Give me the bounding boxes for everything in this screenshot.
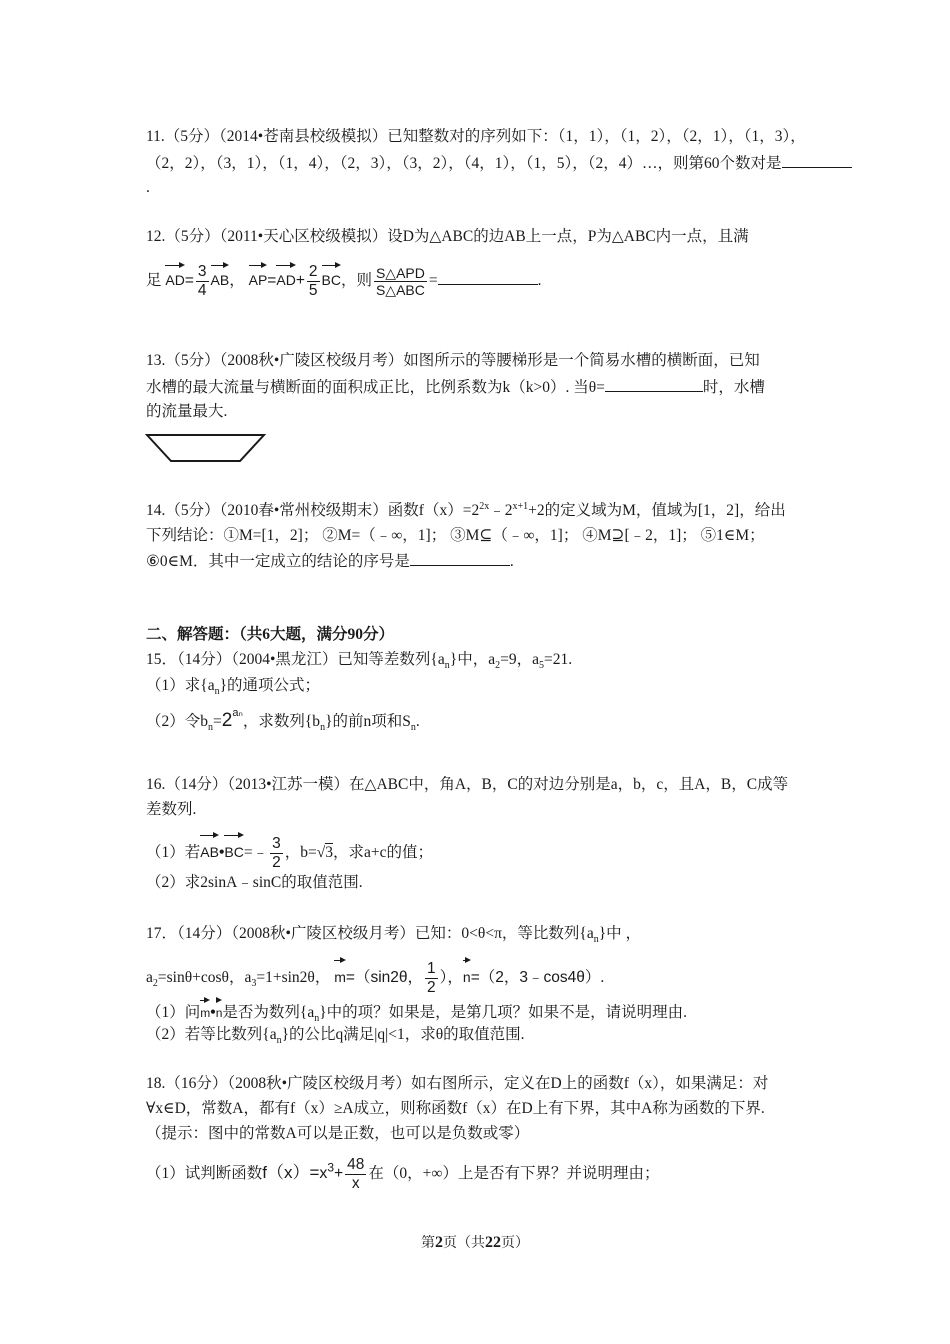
sqrt-symbol: √ bbox=[316, 844, 326, 861]
q18-line2: ∀x∈D，常数A，都有f（x）≥A成立，则称函数f（x）在D上有下界，其中A称为函数的下界. bbox=[146, 1100, 765, 1117]
q16-part2: （2）求2sinA﹣sinC的取值范围. bbox=[146, 874, 363, 891]
q17-b: }中 ， bbox=[598, 925, 642, 942]
q17-sub-2: 2 bbox=[152, 978, 158, 990]
footer-total-pages: 22 bbox=[485, 1234, 501, 1251]
q18-frac-den: x bbox=[351, 1174, 360, 1192]
q12-fraction-2-5 bbox=[307, 263, 320, 300]
q13-line3: 的流量最大. bbox=[146, 403, 228, 420]
q14-text-c: +2的定义域为M，值域为[1，2]，给出 bbox=[528, 502, 786, 519]
q17-line1 bbox=[146, 924, 641, 944]
q16-dot: • bbox=[218, 844, 225, 861]
q12-frac1-den: 4 bbox=[197, 281, 207, 299]
q12-eq: = bbox=[184, 272, 194, 289]
q17-part2 bbox=[146, 1025, 525, 1045]
q18-plus: + bbox=[334, 1164, 344, 1182]
q15-p2-sub-n2: n bbox=[320, 722, 326, 734]
q15-part2 bbox=[146, 706, 420, 734]
q15-part1 bbox=[146, 676, 320, 696]
q15-d: =21. bbox=[543, 651, 573, 668]
q11-line1: 11.（5分）（2014•苍南县校级模拟）已知整数对的序列如下：（1，1），（1，2），（2，1），（1，3）， bbox=[146, 128, 806, 145]
q12-area-ratio bbox=[374, 265, 427, 298]
q15-sub-n: n bbox=[444, 660, 450, 672]
q17-n-value: =（2，3﹣cos4θ） bbox=[470, 969, 601, 986]
q17-l2-b: =sinθ+cosθ，a bbox=[157, 969, 252, 986]
q14-text-b: ﹣2 bbox=[489, 502, 513, 519]
q14-sup-2x: 2x bbox=[479, 500, 490, 512]
q18-line3: （提示：图中的常数A可以是正数，也可以是负数或零） bbox=[146, 1125, 530, 1142]
q15-p2-c: ，求数列{b bbox=[242, 713, 321, 730]
footer-a: 第 bbox=[421, 1236, 435, 1251]
q12-end: . bbox=[537, 272, 542, 289]
q12-line1: 12.（5分）（2011•天心区校级模拟）设D为△ABC的边AB上一点，P为△ABC内一点，且满 bbox=[146, 228, 749, 245]
q16-vector-bc: BC bbox=[224, 832, 243, 866]
footer-c: 页） bbox=[501, 1236, 529, 1251]
q16-fraction bbox=[270, 835, 283, 872]
q16-eq: =﹣ bbox=[243, 844, 269, 861]
q13-text-b: 时，水槽 bbox=[702, 379, 765, 396]
q15-p1-a: （1）求{a bbox=[146, 677, 215, 694]
q12-eq3: = bbox=[428, 272, 438, 289]
q12-area-den: S△ABC bbox=[375, 281, 425, 298]
q13-text-a: 水槽的最大流量与横断面的面积成正比，比例系数为k（k>0）. 当θ= bbox=[146, 379, 605, 396]
q18-fraction-48-x bbox=[345, 1156, 366, 1193]
q18-x: x bbox=[319, 1164, 328, 1182]
q17-frac-den: 2 bbox=[427, 978, 436, 996]
q12-fraction-3-4 bbox=[196, 263, 209, 300]
q17-vector-n: n bbox=[463, 957, 471, 991]
q17-sub-3: 3 bbox=[251, 978, 257, 990]
q12-comma: ， bbox=[229, 272, 245, 289]
q16-p1-c: ，求a+c的值； bbox=[332, 844, 433, 861]
q16-part1 bbox=[146, 832, 433, 872]
q15-b: }中，a bbox=[449, 651, 496, 668]
q18-exp: 3 bbox=[327, 1160, 335, 1175]
q14-text-a: 14.（5分）（2010春•常州校级期末）函数f（x）=2 bbox=[146, 502, 480, 519]
trapezoid-figure bbox=[145, 433, 267, 465]
q17-p1-vector-m: m bbox=[200, 997, 210, 1023]
q16-vector-ab: AB bbox=[200, 832, 219, 866]
q12-answer-blank bbox=[438, 270, 538, 285]
q12-eq2: = bbox=[267, 272, 277, 289]
q12-vector-ad: AD bbox=[165, 262, 184, 292]
q11-line2 bbox=[146, 153, 852, 174]
q18-f-of-x: f（x）= bbox=[262, 1162, 320, 1182]
q16-frac-den: 2 bbox=[272, 853, 281, 871]
q17-a: 17．（14分）（2008秋•广陵区校级月考）已知：0<θ<π，等比数列{a bbox=[146, 925, 594, 942]
q12-vector-ab: AB bbox=[211, 262, 230, 292]
q17-m-value-b: ）， bbox=[439, 969, 463, 986]
q15-p2-b: = bbox=[213, 713, 222, 730]
q12-prefix: 足 bbox=[146, 272, 162, 289]
q14-line1 bbox=[146, 501, 786, 521]
footer-page-number: 2 bbox=[435, 1234, 443, 1251]
q17-p2-b: }的公比q满足|q|<1，求θ的取值范围. bbox=[281, 1026, 525, 1043]
q15-p2-exp: aₙ bbox=[232, 706, 243, 719]
q14-line3 bbox=[146, 551, 514, 572]
q14-line2: 下列结论：①M=[1，2]； ②M=（﹣∞，1]； ③M⊆（﹣∞，1]； ④M⊇[﹣2，1]； ⑤1∈M； bbox=[146, 527, 765, 544]
q12-formula-line bbox=[146, 262, 541, 300]
q15-p1-b: }的通项公式； bbox=[219, 677, 321, 694]
q17-line2 bbox=[146, 957, 604, 997]
q15-a: 15．（14分）（2004•黑龙江）已知等差数列{a bbox=[146, 651, 445, 668]
q13-line2 bbox=[146, 377, 765, 398]
q15-p2-d: }的前n项和S bbox=[325, 713, 411, 730]
trapezoid-shape bbox=[147, 435, 264, 461]
q14-end: . bbox=[509, 553, 514, 570]
q15-p2-sub-n3: n bbox=[410, 722, 416, 734]
q12-vector-bc: BC bbox=[322, 262, 341, 292]
q14-answer-blank bbox=[410, 551, 510, 566]
q15-sub-2: 2 bbox=[495, 660, 501, 672]
q14-sup-x1: x+1 bbox=[512, 500, 529, 512]
q12-vector-ad2: AD bbox=[276, 262, 295, 292]
q12-vector-ap: AP bbox=[249, 262, 268, 292]
q17-p1-sub: n bbox=[314, 1013, 320, 1025]
q16-line1: 16.（14分）（2013•江苏一模）在△ABC中，角A，B，C的对边分别是a，b，c，且A，B，C成等 bbox=[146, 776, 789, 793]
q13-line1: 13.（5分）（2008秋•广陵区校级月考）如图所示的等腰梯形是一个简易水槽的横断面，已知 bbox=[146, 352, 760, 369]
q14-text-d: ⑥0∈M．其中一定成立的结论的序号是 bbox=[146, 553, 410, 570]
q16-frac-num: 3 bbox=[272, 835, 281, 853]
q12-frac2-num: 2 bbox=[308, 263, 318, 281]
q13-answer-blank bbox=[605, 377, 703, 392]
q17-l2-a: a bbox=[146, 969, 153, 986]
q15-p2-a: （2）令b bbox=[146, 713, 209, 730]
q16-sqrt-value: 3 bbox=[325, 844, 333, 861]
q17-p1-b: 是否为数列{a bbox=[222, 1004, 315, 1021]
q17-p2-a: （2）若等比数列{a bbox=[146, 1026, 277, 1043]
q12-frac1-num: 3 bbox=[197, 263, 207, 281]
q11-line3: . bbox=[146, 179, 150, 196]
q17-sub-n: n bbox=[593, 934, 599, 946]
q17-frac-num: 1 bbox=[427, 960, 436, 978]
q16-p1-a: （1）若 bbox=[146, 844, 201, 861]
q15-p1-sub: n bbox=[214, 686, 220, 698]
q18-line1: 18.（16分）（2008秋•广陵区校级月考）如右图所示，定义在D上的函数f（x），如果满足：对 bbox=[146, 1075, 769, 1092]
q17-p2-sub: n bbox=[276, 1035, 282, 1047]
q18-frac-num: 48 bbox=[347, 1156, 365, 1173]
q17-p1-c: }中的项？如果是，是第几项？如果不是，请说明理由. bbox=[319, 1004, 688, 1021]
footer-b: 页（共 bbox=[443, 1236, 485, 1251]
q15-p2-base: 2 bbox=[221, 710, 233, 731]
q15-p2-sub-n: n bbox=[208, 722, 214, 734]
q12-plus: + bbox=[295, 272, 305, 289]
q18-part1 bbox=[146, 1156, 659, 1193]
q17-vector-m: m bbox=[334, 957, 346, 991]
q18-p1-b: 在（0，+∞）上是否有下界？并说明理由； bbox=[368, 1164, 660, 1182]
q15-c: =9，a bbox=[500, 651, 539, 668]
q15-line1 bbox=[146, 650, 572, 670]
q12-then: ，则 bbox=[340, 272, 372, 289]
q11-answer-blank bbox=[782, 153, 852, 168]
section2-title: 二、解答题：（共6大题，满分90分） bbox=[146, 626, 395, 643]
q17-p1-vector-n: n bbox=[216, 997, 223, 1023]
q17-p1-dot: • bbox=[210, 1004, 216, 1021]
q12-frac2-den: 5 bbox=[308, 281, 318, 299]
q15-sub-5: 5 bbox=[538, 660, 544, 672]
q17-l2-end: . bbox=[600, 969, 605, 986]
q15-p2-e: . bbox=[415, 713, 420, 730]
q16-line2: 差数列. bbox=[146, 801, 197, 818]
q17-fraction-1-2 bbox=[425, 960, 438, 997]
q16-p1-b: ，b= bbox=[284, 844, 317, 861]
q17-part1 bbox=[146, 997, 687, 1023]
q17-l2-c: =1+sin2θ， bbox=[256, 969, 331, 986]
q17-m-value-a: =（sin2θ， bbox=[345, 969, 424, 986]
q17-p1-a: （1）问 bbox=[146, 1004, 201, 1021]
q18-p1-a: （1）试判断函数 bbox=[146, 1164, 263, 1182]
q11-text: （2，2），（3，1），（1，4），（2，3），（3，2），（4，1），（1，5），（2，4）…，则第60个数对是 bbox=[146, 155, 782, 172]
q12-area-num: S△APD bbox=[375, 264, 425, 281]
page-footer bbox=[0, 1232, 950, 1252]
